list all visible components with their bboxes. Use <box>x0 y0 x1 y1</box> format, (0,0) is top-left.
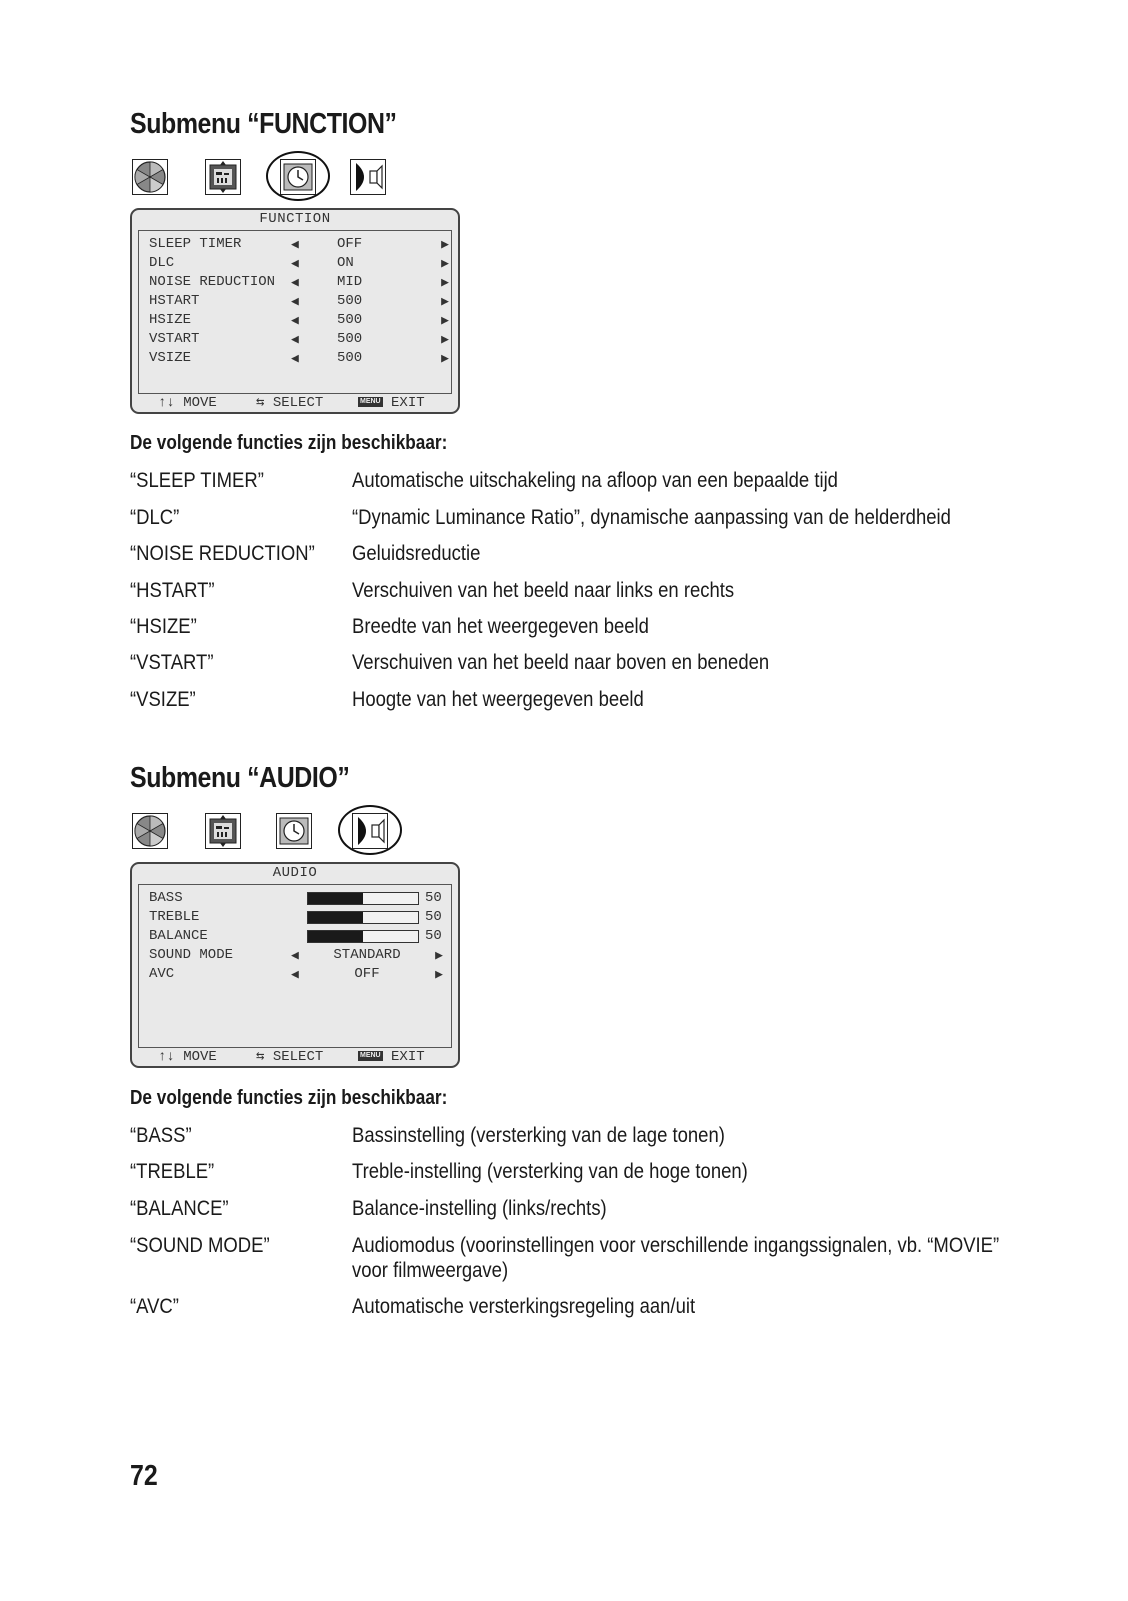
footer-move <box>158 393 217 413</box>
definition-term: “HSIZE” <box>130 615 197 638</box>
osd-row-value: 500 <box>337 331 363 347</box>
right-arrow-icon[interactable]: ▶ <box>441 351 449 366</box>
osd-row-sound-mode[interactable] <box>139 946 451 965</box>
osd-row-label: BALANCE <box>149 928 208 944</box>
definition-term: “BALANCE” <box>130 1197 229 1220</box>
right-arrow-icon[interactable]: ▶ <box>441 275 449 290</box>
left-arrow-icon[interactable]: ◀ <box>291 313 299 328</box>
slider-fill <box>308 931 363 942</box>
osd-row-treble[interactable] <box>139 908 451 927</box>
osd-row-value: 50 <box>425 890 442 906</box>
left-arrow-icon[interactable]: ◀ <box>291 275 299 290</box>
definition-term: “SOUND MODE” <box>130 1234 270 1257</box>
speaker-icon[interactable] <box>350 159 386 195</box>
definition-desc: Hoogte van het weergegeven beeld <box>352 688 644 711</box>
osd-row-bass[interactable] <box>139 889 451 908</box>
audio-osd-panel <box>130 862 460 1068</box>
osd-row-value: 50 <box>425 909 442 925</box>
osd-row-label: TREBLE <box>149 909 200 925</box>
audio-heading: Submenu “AUDIO” <box>130 762 350 794</box>
definition-term: “SLEEP TIMER” <box>130 469 264 492</box>
osd-row-label: SOUND MODE <box>149 947 234 963</box>
definition-desc: Verschuiven van het beeld naar boven en beneden <box>352 651 770 674</box>
function-menu-icons <box>130 154 410 202</box>
right-arrow-icon[interactable]: ▶ <box>441 256 449 271</box>
speaker-icon[interactable] <box>352 813 388 849</box>
definition-desc: Geluidsreductie <box>352 542 481 565</box>
osd-row-label: DLC <box>149 255 175 271</box>
swap-arrows-icon: ⇆ <box>256 395 265 411</box>
osd-row-label: BASS <box>149 890 183 906</box>
osd-row-label: SLEEP TIMER <box>149 236 242 252</box>
definition-term: “VSTART” <box>130 651 214 674</box>
function-heading: Submenu “FUNCTION” <box>130 108 397 140</box>
osd-row-label: NOISE REDUCTION <box>149 274 276 290</box>
definition-desc: “Dynamic Luminance Ratio”, dynamische aanpassing van de helderdheid <box>352 506 951 529</box>
left-arrow-icon[interactable]: ◀ <box>291 294 299 309</box>
left-arrow-icon[interactable]: ◀ <box>291 237 299 252</box>
definition-desc: Automatische uitschakeling na afloop van een bepaalde tijd <box>352 469 838 492</box>
footer-exit-label: EXIT <box>391 1049 425 1065</box>
left-arrow-icon[interactable]: ◀ <box>291 967 299 982</box>
osd-row-value: MID <box>337 274 363 290</box>
left-arrow-icon[interactable]: ◀ <box>291 256 299 271</box>
definition-desc: Audiomodus (voorinstellingen voor verschillende ingangssignalen, vb. “MOVIE” voor filmweergave) <box>352 1234 1000 1282</box>
osd-row-value: STANDARD <box>333 947 401 963</box>
audio-menu-icons <box>130 808 410 856</box>
definition-term: “DLC” <box>130 506 180 529</box>
osd-title: FUNCTION <box>259 211 331 227</box>
osd-row-label: VSTART <box>149 331 200 347</box>
definition-term: “TREBLE” <box>130 1160 215 1183</box>
balance-slider[interactable] <box>307 930 419 943</box>
definition-term: “BASS” <box>130 1124 192 1147</box>
menu-key-icon: MENU <box>360 398 381 406</box>
clock-icon[interactable] <box>276 813 312 849</box>
definition-term: “AVC” <box>130 1295 179 1318</box>
osd-row-noise-reduction[interactable] <box>139 273 451 292</box>
osd-row-hstart[interactable] <box>139 292 451 311</box>
osd-row-label: AVC <box>149 966 175 982</box>
treble-slider[interactable] <box>307 911 419 924</box>
footer-exit <box>358 1047 425 1067</box>
left-arrow-icon[interactable]: ◀ <box>291 332 299 347</box>
page-number: 72 <box>130 1460 158 1492</box>
menu-key-icon: MENU <box>360 1052 381 1060</box>
osd-row-dlc[interactable] <box>139 254 451 273</box>
osd-row-value: ON <box>337 255 354 271</box>
footer-move <box>158 1047 217 1067</box>
osd-row-label: HSTART <box>149 293 200 309</box>
footer-move-label: MOVE <box>183 1049 217 1065</box>
bass-slider[interactable] <box>307 892 419 905</box>
osd-row-value: 500 <box>337 350 363 366</box>
definition-desc: Bassinstelling (versterking van de lage tonen) <box>352 1124 725 1147</box>
up-down-arrows-icon: ↑↓ <box>158 395 175 411</box>
osd-row-avc[interactable] <box>139 965 451 984</box>
definition-desc: Verschuiven van het beeld naar links en rechts <box>352 579 735 602</box>
footer-select-label: SELECT <box>272 1049 324 1065</box>
osd-row-vsize[interactable] <box>139 349 451 368</box>
osd-row-balance[interactable] <box>139 927 451 946</box>
slider-fill <box>308 912 363 923</box>
footer-exit <box>358 393 425 413</box>
osd-title: AUDIO <box>272 865 318 881</box>
osd-row-value: 500 <box>337 312 363 328</box>
definition-desc: Automatische versterkingsregeling aan/uit <box>352 1295 696 1318</box>
right-arrow-icon[interactable]: ▶ <box>441 313 449 328</box>
footer-select <box>256 1047 323 1067</box>
osd-menu-list <box>138 230 452 394</box>
footer-select-label: SELECT <box>272 395 324 411</box>
osd-footer <box>132 393 458 413</box>
slider-fill <box>308 893 363 904</box>
swap-arrows-icon: ⇆ <box>256 1049 265 1065</box>
osd-menu-list <box>138 884 452 1048</box>
settings-icon[interactable] <box>205 813 241 849</box>
left-arrow-icon[interactable]: ◀ <box>291 948 299 963</box>
settings-icon[interactable] <box>205 159 241 195</box>
right-arrow-icon[interactable]: ▶ <box>441 332 449 347</box>
right-arrow-icon[interactable]: ▶ <box>441 237 449 252</box>
right-arrow-icon[interactable]: ▶ <box>435 967 443 982</box>
osd-row-value: OFF <box>354 966 380 982</box>
osd-row-value: OFF <box>337 236 363 252</box>
definition-term: “VSIZE” <box>130 688 196 711</box>
function-subheading: De volgende functies zijn beschikbaar: <box>130 432 448 454</box>
clock-icon[interactable] <box>280 159 316 195</box>
audio-subheading: De volgende functies zijn beschikbaar: <box>130 1087 448 1109</box>
right-arrow-icon[interactable]: ▶ <box>435 948 443 963</box>
picture-icon[interactable] <box>132 159 168 195</box>
up-down-arrows-icon: ↑↓ <box>158 1049 175 1065</box>
osd-row-sleep-timer[interactable] <box>139 235 451 254</box>
osd-row-hsize[interactable] <box>139 311 451 330</box>
osd-row-label: VSIZE <box>149 350 192 366</box>
definition-desc: Breedte van het weergegeven beeld <box>352 615 649 638</box>
footer-select <box>256 393 323 413</box>
function-osd-panel <box>130 208 460 414</box>
osd-footer <box>132 1047 458 1067</box>
osd-row-label: HSIZE <box>149 312 192 328</box>
osd-row-value: 50 <box>425 928 442 944</box>
definition-term: “HSTART” <box>130 579 215 602</box>
left-arrow-icon[interactable]: ◀ <box>291 351 299 366</box>
footer-exit-label: EXIT <box>391 395 425 411</box>
footer-move-label: MOVE <box>183 395 217 411</box>
picture-icon[interactable] <box>132 813 168 849</box>
definition-desc: Balance-instelling (links/rechts) <box>352 1197 607 1220</box>
osd-row-value: 500 <box>337 293 363 309</box>
definition-term: “NOISE REDUCTION” <box>130 542 315 565</box>
right-arrow-icon[interactable]: ▶ <box>441 294 449 309</box>
definition-desc: Treble-instelling (versterking van de hoge tonen) <box>352 1160 748 1183</box>
osd-row-vstart[interactable] <box>139 330 451 349</box>
